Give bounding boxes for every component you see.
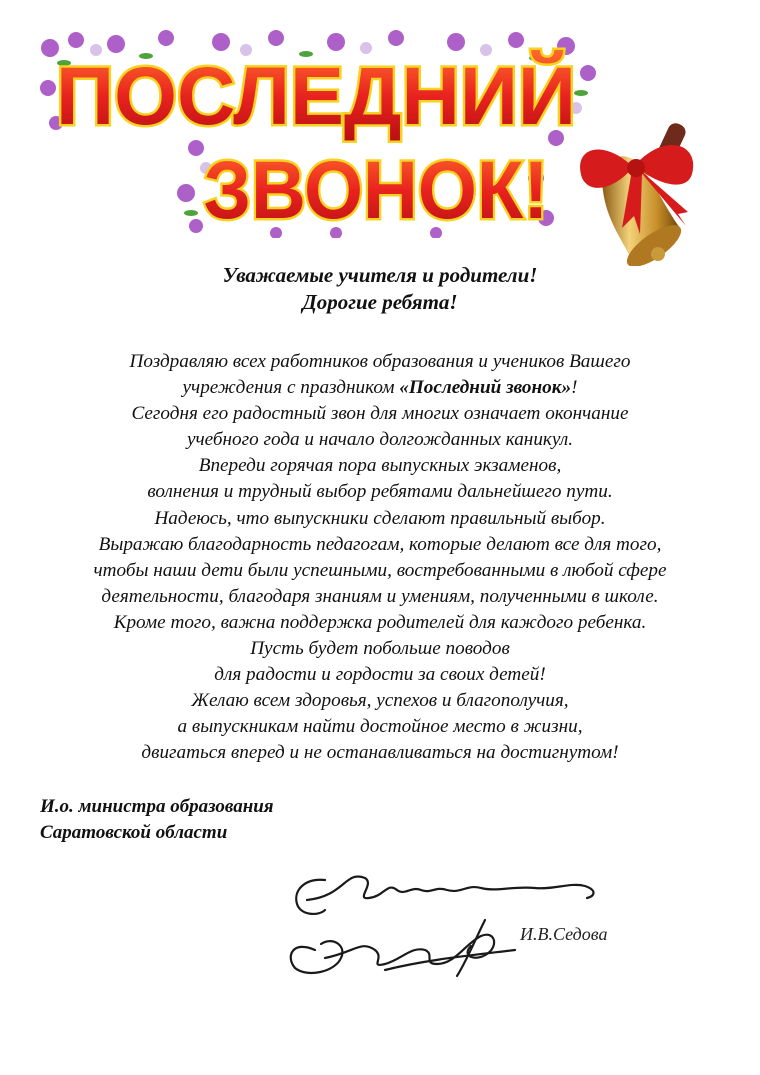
banner-title-line1: ПОСЛЕДНИЙ xyxy=(56,51,584,142)
letter-body xyxy=(10,349,750,767)
signatory-title xyxy=(40,794,274,846)
greeting-line: Уважаемые учителя и родители! xyxy=(222,263,538,287)
letter-line: волнения и трудный выбор ребятами дальнейшего пути. xyxy=(147,481,613,503)
banner-art xyxy=(36,28,596,238)
bell-with-bow-image xyxy=(562,118,712,266)
header-banner xyxy=(36,28,596,238)
letter-line: учебного года и начало долгожданных каникул. xyxy=(186,429,574,451)
letter-line: чтобы наши дети были успешными, востребованными в любой сфере xyxy=(93,559,667,581)
letter-line: Желаю всем здоровья, успехов и благополучия, xyxy=(191,690,569,712)
letter-line: Выражаю благодарность педагогам, которые делают все для того, xyxy=(98,533,662,555)
letter-line: для радости и гордости за своих детей! xyxy=(214,664,546,686)
letter-line: Пусть будет побольше поводов xyxy=(250,638,510,660)
letter-line: Кроме того, важна поддержка родителей для каждого ребенка. xyxy=(113,611,647,633)
letter-text: учреждения с праздником xyxy=(182,377,400,399)
letter-line: а выпускникам найти достойное место в жизни, xyxy=(177,716,583,738)
banner-title-line2: ЗВОНОК! xyxy=(203,145,549,236)
signer-name: И.В.Седова xyxy=(520,924,608,944)
letter-line: Поздравляю всех работников образования и учеников Вашего xyxy=(129,351,631,372)
letter-line: двигаться вперед и не останавливаться на достигнутом! xyxy=(141,742,619,764)
letter-line: Надеюсь, что выпускники сделают правильный выбор. xyxy=(154,507,606,529)
letter-line: Впереди горячая пора выпускных экзаменов, xyxy=(198,455,562,477)
greeting-line: Дорогие ребята! xyxy=(302,290,458,314)
holiday-name: «Последний звонок» xyxy=(399,377,572,399)
letter-line: Сегодня его радостный звон для многих означает окончание xyxy=(131,403,629,425)
greeting-block xyxy=(60,262,700,316)
letter-text: ! xyxy=(571,377,578,399)
signatory-title-line: И.о. министра образования xyxy=(40,796,274,817)
signatory-title-line: Саратовской области xyxy=(40,822,228,843)
letter-line: деятельности, благодаря знаниям и умениям, полученными в школе. xyxy=(101,585,659,607)
red-bow-icon xyxy=(580,145,693,234)
letter-line xyxy=(10,375,750,401)
